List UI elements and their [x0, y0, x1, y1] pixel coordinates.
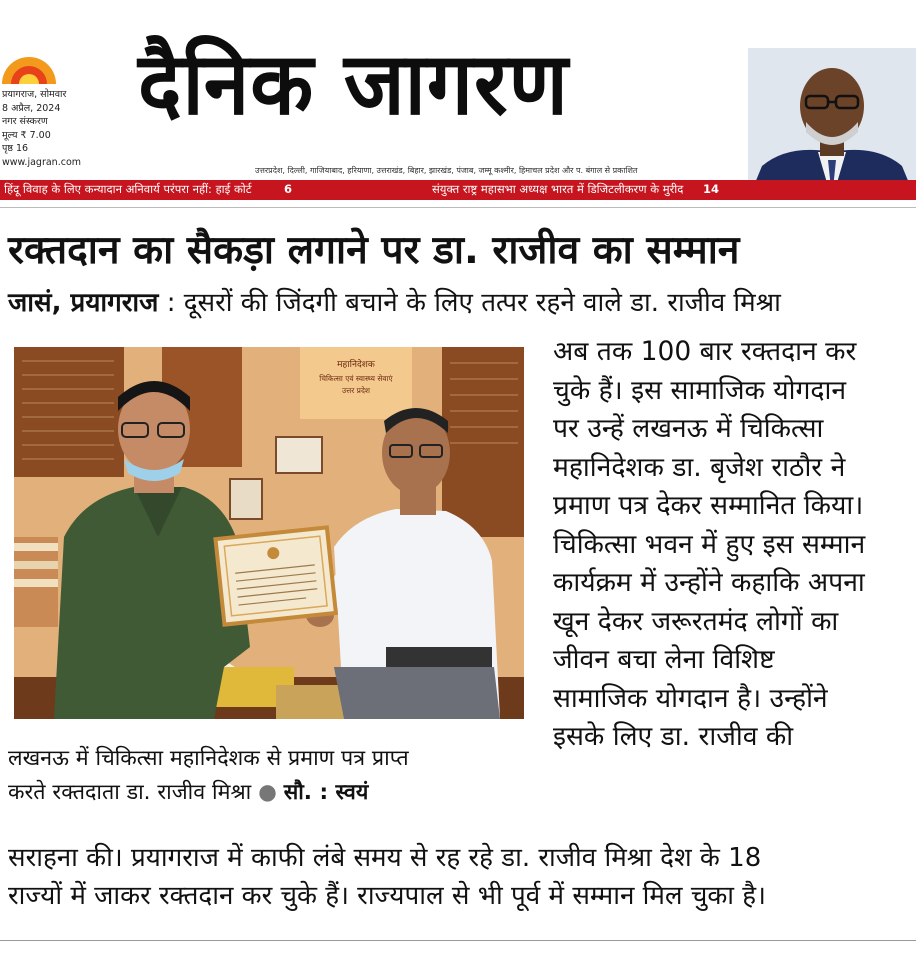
body-line: चुके हैं। इस सामाजिक योगदान [553, 374, 847, 406]
teaser-left-headline[interactable]: हिंदू विवाह के लिए कन्यादान अनिवार्य परंपरा नहीं: हाई कोर्ट [4, 182, 252, 196]
article-byline [8, 283, 781, 319]
edition-name: नगर संस्करण [2, 116, 48, 127]
body-line: चिकित्सा भवन में हुए इस सम्मान [553, 528, 866, 560]
byline-text: : दूसरों की जिंदगी बचाने के लिए तत्पर रहने वाले डा. राजीव मिश्रा [158, 288, 781, 318]
body-line: प्रमाण पत्र देकर सम्मानित किया। [553, 490, 864, 521]
edition-price: मूल्य ₹ 7.00 [2, 129, 51, 141]
teaser-left-page: 6 [284, 182, 293, 196]
edition-city: प्रयागराज, सोमवार [2, 89, 67, 100]
body-line: महानिदेशक डा. बृजेश राठौर ने [553, 451, 846, 483]
body-line: खून देकर जरूरतमंद लोगों का [553, 605, 839, 637]
edition-info [2, 88, 81, 169]
body-line: सामाजिक योगदान है। उन्होंने [553, 682, 828, 714]
teaser-right-page: 14 [703, 182, 720, 196]
article-body-bottom [8, 839, 766, 915]
caption-line-2 [8, 776, 409, 810]
jagran-sun-logo-icon [0, 52, 58, 84]
body-line: कार्यक्रम में उन्होंने कहाकि अपना [553, 567, 865, 598]
body-line: अब तक 100 बार रक्तदान कर [553, 336, 857, 367]
caption-line-1: लखनऊ में चिकित्सा महानिदेशक से प्रमाण पत्र प्राप्त [8, 746, 409, 771]
body-line: पर उन्हें लखनऊ में चिकित्सा [553, 413, 824, 444]
body-line: राज्यों में जाकर रक्तदान कर चुके हैं। राज्यपाल से भी पूर्व में सम्मान मिल चुका है। [8, 881, 766, 911]
masthead-portrait [748, 48, 916, 200]
caption-bullet-icon: ● [258, 780, 277, 805]
body-line: इसके लिए डा. राजीव की [553, 721, 794, 752]
byline-source: जासं, प्रयागराज [8, 288, 159, 318]
caption-line-2-text: करते रक्तदाता डा. राजीव मिश्रा [8, 780, 252, 805]
newspaper-logo: दैनिक जागरण [138, 34, 569, 135]
article-photo [14, 347, 524, 719]
article-headline: रक्तदान का सैकड़ा लगाने पर डा. राजीव का सम्मान [8, 228, 740, 273]
masthead-divider [0, 207, 916, 208]
board-line-1: महानिदेशक [337, 360, 375, 370]
coverage-strip: उत्तरप्रदेश, दिल्ली, गाजियाबाद, हरियाणा, उत्तराखंड, बिहार, झारखंड, पंजाब, जम्मू कश्मीर, हिमाचल प्रदेश और प. बंगाल से प्रकाशित [255, 166, 638, 175]
edition-date: 8 अप्रैल, 2024 [2, 102, 61, 114]
teaser-right-headline[interactable]: संयुक्त राष्ट्र महासभा अध्यक्ष भारत में डिजिटलीकरण के मुरीद [432, 182, 684, 196]
teaser-bar [0, 180, 916, 200]
edition-website: www.jagran.com [2, 156, 82, 168]
body-line: जीवन बचा लेना विशिष्ट [553, 644, 775, 675]
board-line-3: उत्तर प्रदेश [341, 386, 371, 395]
body-line: सराहना की। प्रयागराज में काफी लंबे समय से रह रहे डा. राजीव मिश्रा देश के 18 [8, 843, 762, 873]
photo-caption [8, 742, 409, 810]
bottom-divider [0, 940, 916, 941]
edition-pages: पृष्ठ 16 [2, 143, 29, 154]
caption-credit: सौ. : स्वयं [283, 780, 369, 805]
board-line-2: चिकित्सा एवं स्वास्थ्य सेवाएं [319, 374, 393, 383]
article-body-column [553, 333, 913, 757]
